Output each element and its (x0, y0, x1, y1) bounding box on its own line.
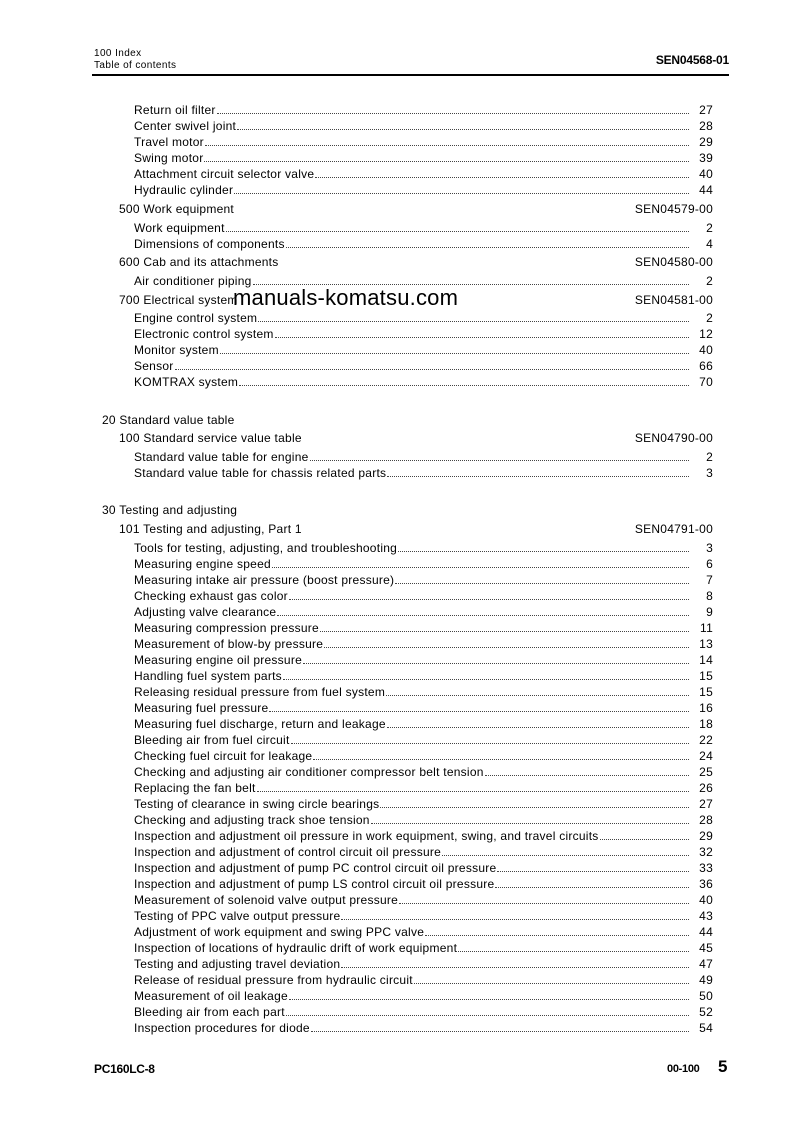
toc-entry[interactable]: Electronic control system 12 (134, 327, 713, 341)
dot-leader (286, 236, 689, 248)
toc-entry[interactable]: Standard value table for chassis related parts 3 (134, 466, 713, 480)
dot-leader (257, 780, 689, 792)
toc-entry[interactable]: Measurement of oil leakage 50 (134, 989, 713, 1003)
dot-leader (277, 604, 689, 616)
dot-leader (226, 220, 689, 232)
toc-entry[interactable]: Measuring intake air pressure (boost pressure) 7 (134, 573, 713, 587)
footer-model: PC160LC-8 (94, 1062, 155, 1076)
page-number: 2 (706, 221, 713, 235)
header-divider (92, 74, 729, 76)
page-number: 2 (706, 450, 713, 464)
page-number: 27 (699, 103, 713, 117)
header-doc-code: SEN04568-01 (655, 53, 729, 67)
dot-leader (289, 588, 689, 600)
page-number: 3 (706, 541, 713, 555)
page-number: 44 (699, 925, 713, 939)
toc-entry[interactable]: Bleeding air from each part 52 (134, 1005, 713, 1019)
page-number: 52 (699, 1005, 713, 1019)
page-number: 70 (699, 375, 713, 389)
page-number: 50 (699, 989, 713, 1003)
subsection-code: SEN04579-00 (634, 202, 713, 216)
subsection-code: SEN04580-00 (634, 255, 713, 269)
dot-leader (387, 465, 689, 477)
subsection-code: SEN04791-00 (634, 522, 713, 536)
toc-section-20[interactable]: 20 Standard value table (102, 413, 235, 427)
dot-leader (380, 796, 689, 808)
dot-leader (386, 684, 689, 696)
dot-leader (217, 102, 689, 114)
dot-leader (303, 652, 689, 664)
page-number: 3 (706, 466, 713, 480)
dot-leader (600, 828, 689, 840)
watermark-text: manuals-komatsu.com (233, 285, 459, 310)
toc-entry[interactable]: Air conditioner piping 2 (134, 274, 713, 288)
toc-subsection-101[interactable]: 101 Testing and adjusting, Part 1 SEN04791-00 (119, 522, 713, 536)
toc-entry[interactable]: Monitor system 40 (134, 343, 713, 357)
toc-entry[interactable]: Checking fuel circuit for leakage 24 (134, 749, 713, 763)
toc-entry[interactable]: Measurement of blow-by pressure 13 (134, 637, 713, 651)
toc-entry[interactable]: Measuring fuel pressure 16 (134, 701, 713, 715)
page-number: 28 (699, 119, 713, 133)
subsection-code: SEN04581-00 (634, 293, 713, 307)
toc-entry[interactable]: Work equipment 2 (134, 221, 713, 235)
page-number: 39 (699, 151, 713, 165)
dot-leader (458, 940, 689, 952)
page-number: 2 (706, 274, 713, 288)
dot-leader (497, 860, 689, 872)
page-number: 36 (699, 877, 713, 891)
toc-entry[interactable]: Hydraulic cylinder 44 (134, 183, 713, 197)
toc-entry[interactable]: Inspection and adjustment of control circuit oil pressure 32 (134, 845, 713, 859)
toc-entry[interactable]: Dimensions of components 4 (134, 237, 713, 251)
dot-leader (272, 556, 689, 568)
page-number: 45 (699, 941, 713, 955)
page-number: 12 (699, 327, 713, 341)
toc-entry[interactable]: Measuring fuel discharge, return and leakage 18 (134, 717, 713, 731)
dot-leader (320, 620, 689, 632)
page-number: 49 (699, 973, 713, 987)
toc-entry[interactable]: Testing of clearance in swing circle bearings 27 (134, 797, 713, 811)
toc-entry[interactable]: Center swivel joint 28 (134, 119, 713, 133)
page-number: 15 (699, 669, 713, 683)
page-number: 2 (706, 311, 713, 325)
page-number: 16 (699, 701, 713, 715)
page-number: 26 (699, 781, 713, 795)
dot-leader (395, 572, 689, 584)
dot-leader (283, 668, 689, 680)
dot-leader (442, 844, 689, 856)
page-number: 54 (699, 1021, 713, 1035)
toc-entry[interactable]: Travel motor 29 (134, 135, 713, 149)
toc-subsection-600[interactable]: 600 Cab and its attachments SEN04580-00 (119, 255, 713, 269)
toc-entry[interactable]: Return oil filter 27 (134, 103, 713, 117)
toc-entry[interactable]: Replacing the fan belt 26 (134, 781, 713, 795)
dot-leader (399, 892, 689, 904)
toc-entry[interactable]: Releasing residual pressure from fuel system 15 (134, 685, 713, 699)
dot-leader (313, 748, 689, 760)
page-number: 11 (700, 621, 713, 635)
dot-leader (324, 636, 689, 648)
toc-subsection-100[interactable]: 100 Standard service value table SEN04790-00 (119, 431, 713, 445)
dot-leader (414, 972, 689, 984)
footer-page-number: 5 (718, 1057, 728, 1076)
header-section: 100 Index (94, 48, 142, 59)
toc-entry[interactable]: Measurement of solenoid valve output pressure 40 (134, 893, 713, 907)
dot-leader (234, 182, 689, 194)
page-number: 32 (699, 845, 713, 859)
toc-entry[interactable]: Bleeding air from fuel circuit 22 (134, 733, 713, 747)
dot-leader (495, 876, 689, 888)
dot-leader (286, 1004, 689, 1016)
page-number: 47 (699, 957, 713, 971)
dot-leader (387, 716, 689, 728)
dot-leader (398, 540, 689, 552)
toc-entry[interactable]: Inspection and adjustment of pump LS control circuit oil pressure 36 (134, 877, 713, 891)
header-title: Table of contents (94, 60, 177, 71)
toc-entry[interactable]: Adjustment of work equipment and swing PPC valve 44 (134, 925, 713, 939)
page-number: 29 (699, 135, 713, 149)
page-number: 27 (699, 797, 713, 811)
dot-leader (237, 118, 689, 130)
toc-entry[interactable]: Inspection of locations of hydraulic drift of work equipment 45 (134, 941, 713, 955)
toc-entry[interactable]: Measuring engine speed 6 (134, 557, 713, 571)
toc-entry[interactable]: KOMTRAX system 70 (134, 375, 713, 389)
dot-leader (204, 150, 689, 162)
toc-entry[interactable]: Adjusting valve clearance 9 (134, 605, 713, 619)
dot-leader (341, 908, 689, 920)
toc-entry[interactable]: Measuring compression pressure 11 (134, 621, 713, 635)
toc-entry[interactable]: Checking exhaust gas color 8 (134, 589, 713, 603)
toc-entry[interactable]: Handling fuel system parts 15 (134, 669, 713, 683)
page-number: 4 (706, 237, 713, 251)
toc-entry[interactable]: Release of residual pressure from hydraulic circuit 49 (134, 973, 713, 987)
toc-section-30[interactable]: 30 Testing and adjusting (102, 503, 238, 517)
dot-leader (425, 924, 689, 936)
page-number: 14 (699, 653, 713, 667)
dot-leader (253, 273, 689, 285)
page-number: 13 (699, 637, 713, 651)
dot-leader (275, 326, 689, 338)
page-number: 6 (706, 557, 713, 571)
page-number: 40 (699, 893, 713, 907)
toc-entry[interactable]: Inspection and adjustment of pump PC control circuit oil pressure 33 (134, 861, 713, 875)
toc-entry[interactable]: Inspection and adjustment oil pressure in work equipment, swing, and travel circuits 29 (134, 829, 713, 843)
page-number: 9 (706, 605, 713, 619)
dot-leader (311, 1020, 689, 1032)
toc-subsection-500[interactable]: 500 Work equipment SEN04579-00 (119, 202, 713, 216)
page-number: 40 (699, 343, 713, 357)
dot-leader (258, 310, 689, 322)
dot-leader (341, 956, 689, 968)
page-number: 18 (699, 717, 713, 731)
toc-entry[interactable]: Tools for testing, adjusting, and troubleshooting 3 (134, 541, 713, 555)
dot-leader (485, 764, 689, 776)
dot-leader (289, 988, 689, 1000)
dot-leader (239, 374, 689, 386)
page-number: 25 (699, 765, 713, 779)
page-number: 7 (706, 573, 713, 587)
dot-leader (269, 700, 689, 712)
page-number: 24 (699, 749, 713, 763)
toc-entry[interactable]: Standard value table for engine 2 (134, 450, 713, 464)
toc-entry[interactable]: Sensor 66 (134, 359, 713, 373)
dot-leader (371, 812, 689, 824)
page-number: 22 (699, 733, 713, 747)
footer-section-code: 00-100 (667, 1063, 700, 1075)
page-number: 8 (706, 589, 713, 603)
dot-leader (205, 134, 689, 146)
page-number: 29 (699, 829, 713, 843)
subsection-code: SEN04790-00 (634, 431, 713, 445)
page-number: 43 (699, 909, 713, 923)
dot-leader (315, 166, 689, 178)
page-number: 44 (699, 183, 713, 197)
dot-leader (175, 358, 689, 370)
dot-leader (310, 449, 689, 461)
toc-entry[interactable]: Checking and adjusting track shoe tension 28 (134, 813, 713, 827)
toc-entry[interactable]: Engine control system 2 (134, 311, 713, 325)
dot-leader (220, 342, 689, 354)
toc-entry[interactable]: Measuring engine oil pressure 14 (134, 653, 713, 667)
page-number: 66 (699, 359, 713, 373)
toc-entry[interactable]: Attachment circuit selector valve 40 (134, 167, 713, 181)
dot-leader (291, 732, 689, 744)
toc-entry[interactable]: Testing of PPC valve output pressure 43 (134, 909, 713, 923)
page-number: 40 (699, 167, 713, 181)
toc-entry[interactable]: Inspection procedures for diode 54 (134, 1021, 713, 1035)
page-number: 15 (699, 685, 713, 699)
toc-subsection-700[interactable]: 700 Electrical system SEN04581-00 (119, 293, 713, 307)
toc-entry[interactable]: Checking and adjusting air conditioner compressor belt tension 25 (134, 765, 713, 779)
page-number: 33 (699, 861, 713, 875)
toc-entry[interactable]: Testing and adjusting travel deviation 47 (134, 957, 713, 971)
page-header (94, 48, 176, 72)
page-number: 28 (699, 813, 713, 827)
toc-entry[interactable]: Swing motor 39 (134, 151, 713, 165)
